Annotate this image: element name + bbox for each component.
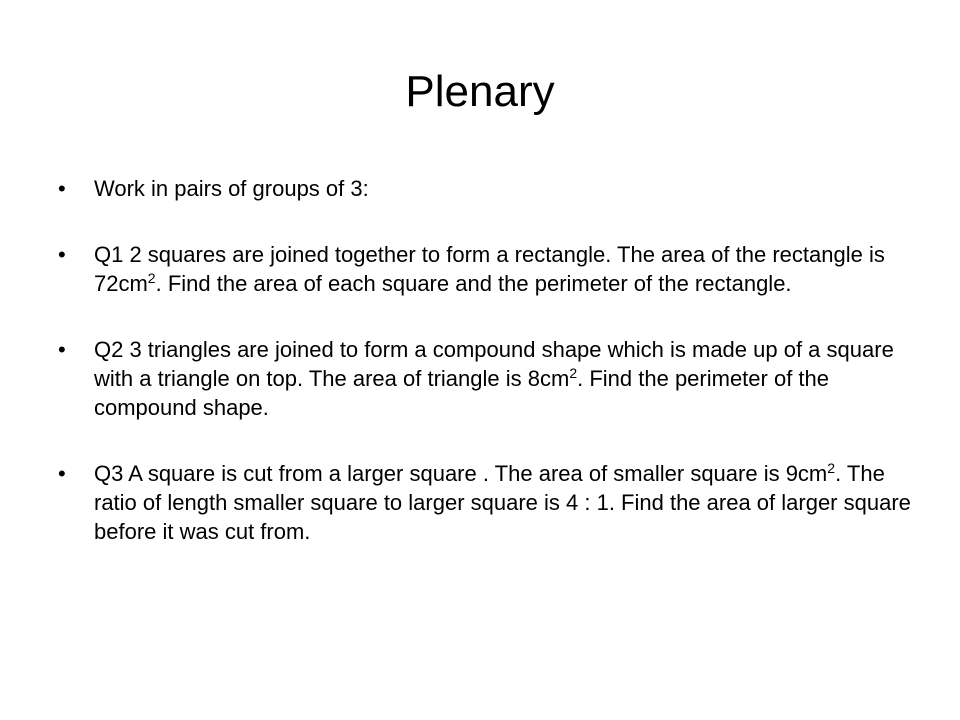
bullet-item bbox=[58, 240, 928, 298]
question-1-text-part-2: . Find the area of each square and the perimeter of the rectangle. bbox=[155, 271, 792, 296]
bullet-symbol: • bbox=[58, 176, 66, 201]
bullet-symbol: • bbox=[58, 461, 66, 486]
question-1-superscript: 2 bbox=[147, 270, 156, 286]
bullet-symbol: • bbox=[58, 242, 66, 267]
bullet-list bbox=[58, 174, 928, 583]
bullet-symbol: • bbox=[58, 337, 66, 362]
question-2-superscript: 2 bbox=[569, 365, 578, 381]
question-2-text bbox=[94, 337, 894, 420]
question-3-text bbox=[94, 461, 911, 544]
bullet-item bbox=[58, 459, 928, 546]
question-3-text-part-2: . The ratio of length smaller square to larger square is 4 : 1. Find the area of larger square before it was cut from. bbox=[94, 461, 911, 544]
question-2-text-part-2: . Find the perimeter of the compound shape. bbox=[94, 366, 830, 420]
question-1-text bbox=[94, 242, 885, 296]
bullet-item bbox=[58, 335, 928, 422]
bullet-item bbox=[58, 174, 928, 203]
question-2-text-part-1: Q2 3 triangles are joined to form a compound shape which is made up of a square with a triangle on top. The area of triangle is 8cm bbox=[94, 337, 894, 391]
slide-title: Plenary bbox=[405, 67, 555, 116]
question-1-text-part-1: Q1 2 squares are joined together to form a rectangle. The area of the rectangle is 72cm bbox=[94, 242, 885, 296]
bullet-text: Work in pairs of groups of 3: bbox=[94, 176, 369, 201]
question-3-superscript: 2 bbox=[827, 460, 836, 476]
question-3-text-part-1: Q3 A square is cut from a larger square . The area of smaller square is 9cm bbox=[94, 461, 828, 486]
